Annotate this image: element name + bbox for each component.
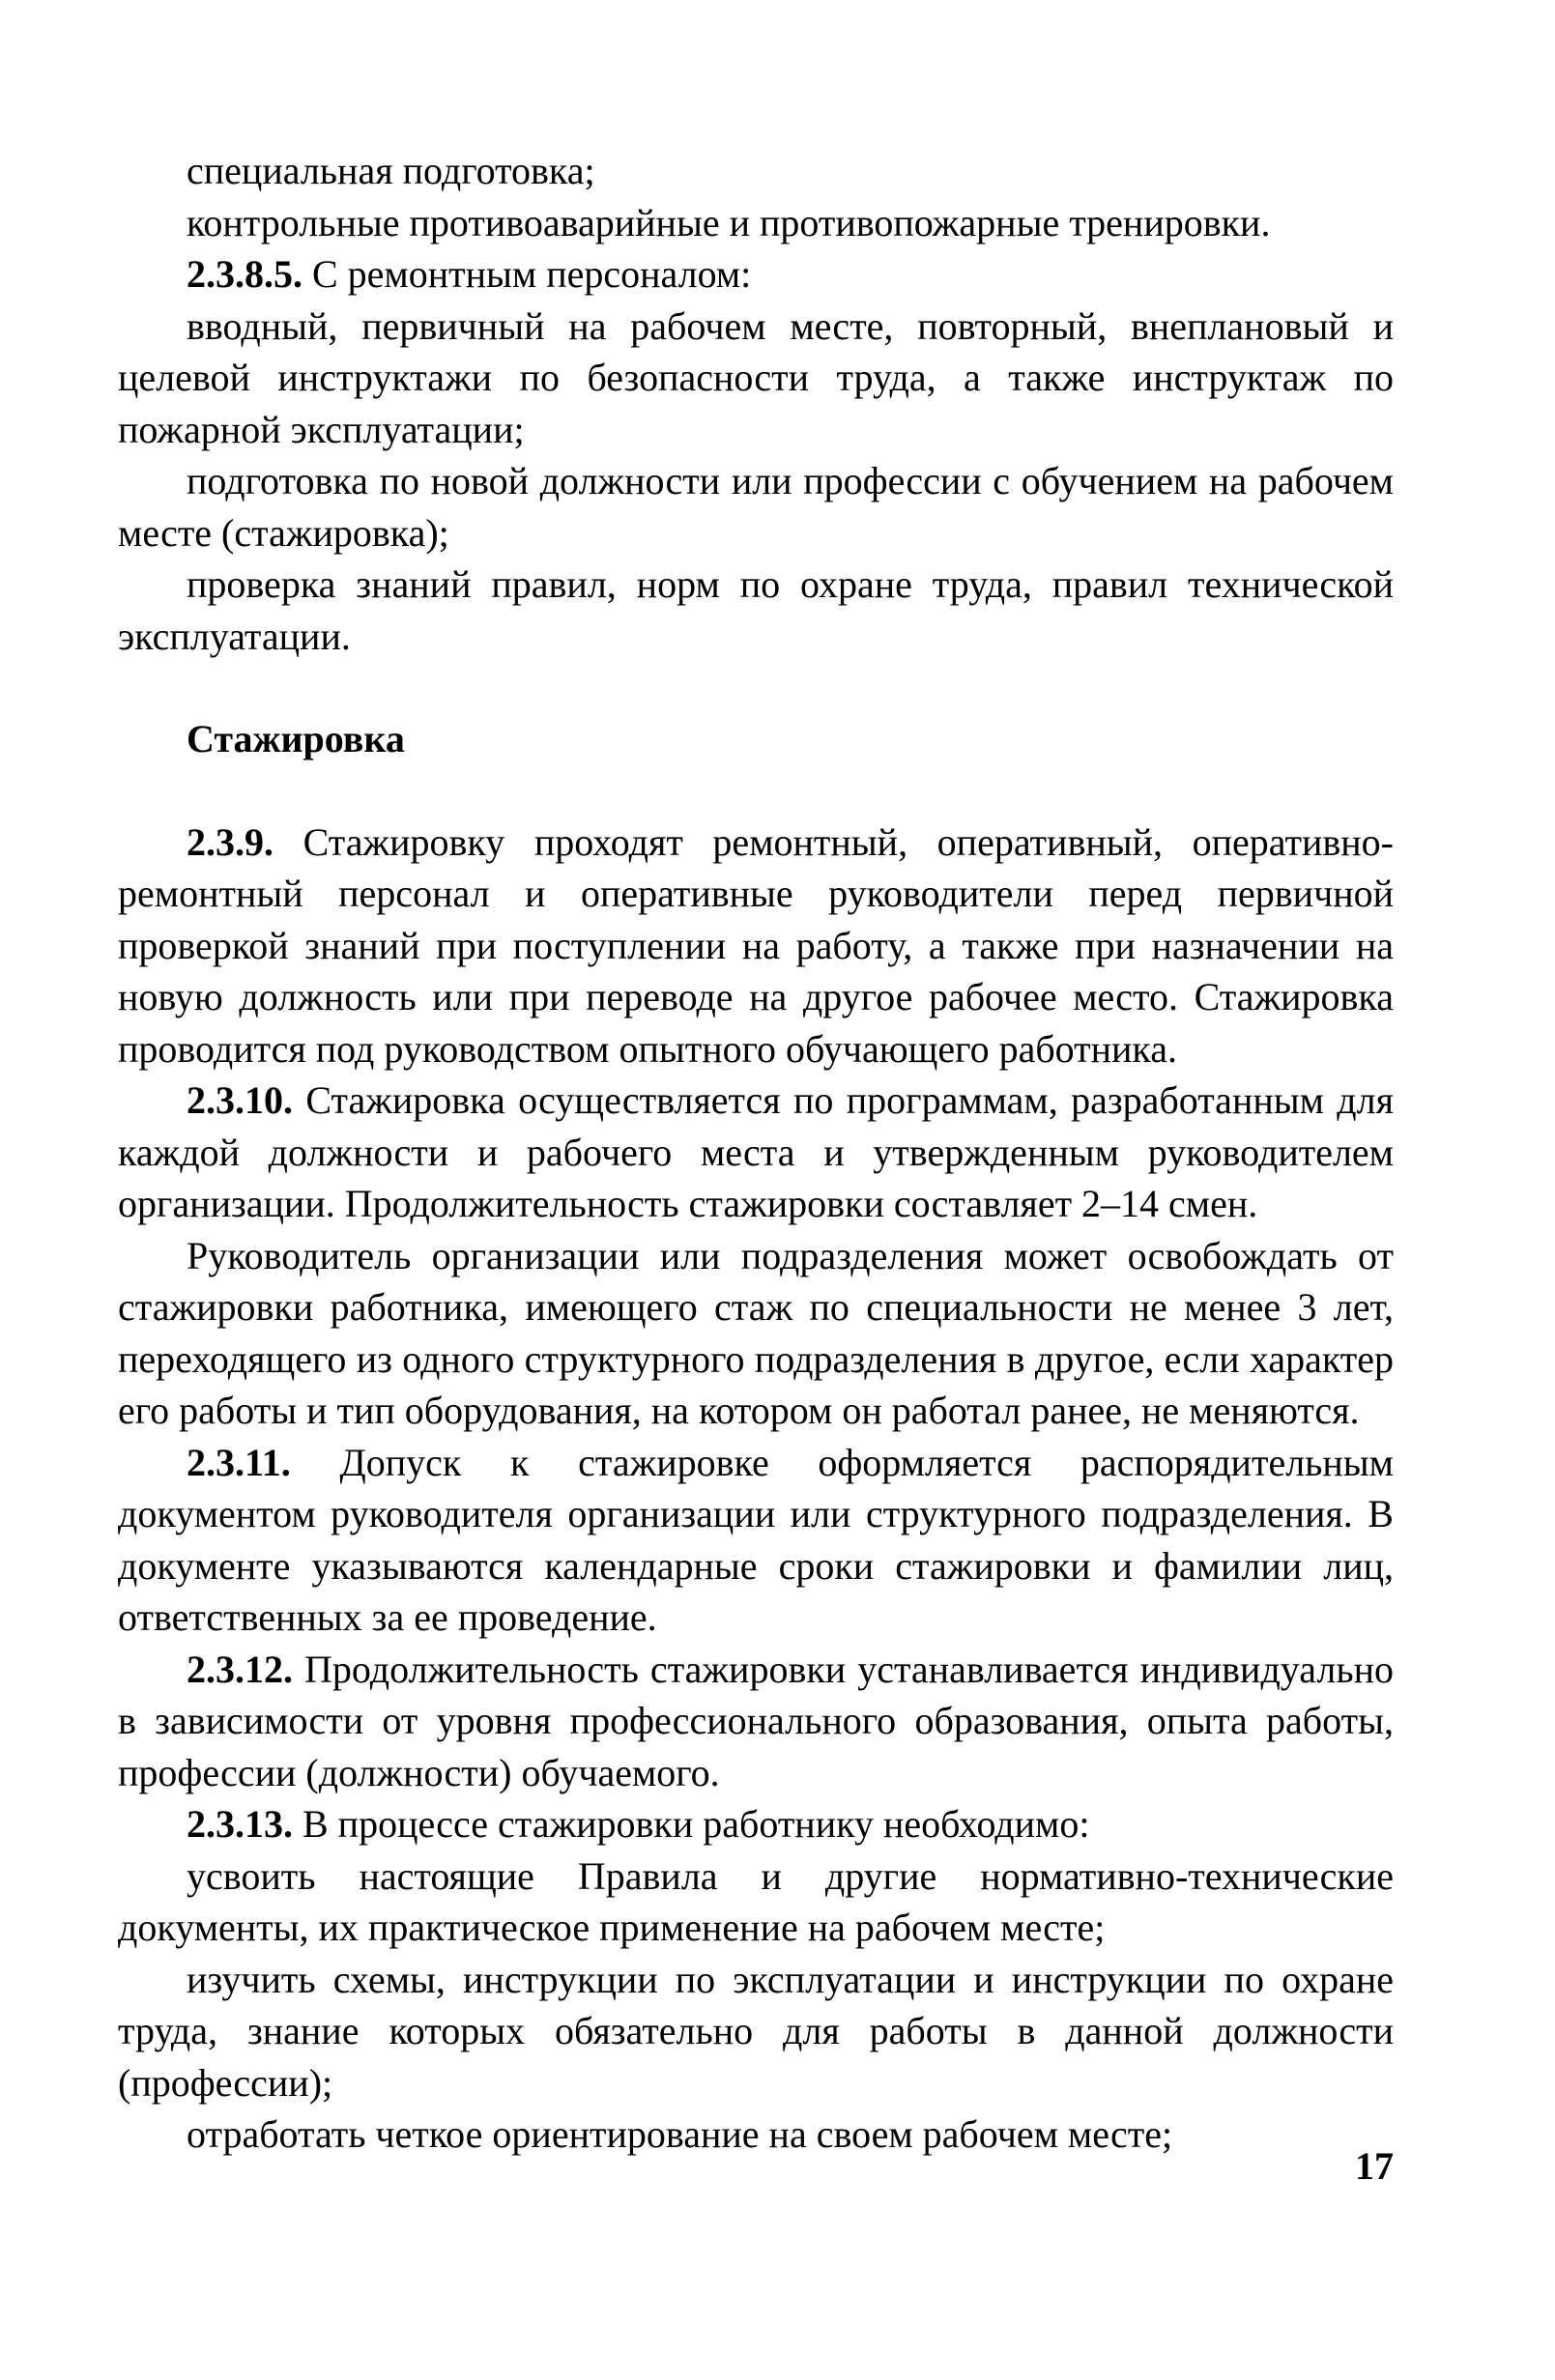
paragraph-text: отработать четкое ориентирование на своем рабочем месте;	[187, 2112, 1173, 2156]
paragraph	[118, 1437, 1394, 1644]
paragraph	[118, 2108, 1394, 2161]
section-heading: Стажировка	[187, 717, 405, 760]
paragraph-text: изучить схемы, инструкции по эксплуатации и инструкции по охране труда, знание которых обязательно для работы в данной должности (профессии);	[118, 1957, 1394, 2105]
paragraph	[118, 1075, 1394, 1230]
paragraph	[118, 1954, 1394, 2109]
paragraph-text: контрольные противоаварийные и противопожарные тренировки.	[187, 200, 1271, 244]
paragraph	[118, 455, 1394, 559]
paragraph	[118, 1798, 1394, 1850]
paragraph	[118, 1644, 1394, 1799]
paragraph-text: усвоить настоящие Правила и другие нормативно-технические документы, их практическое применение на рабочем месте;	[118, 1853, 1394, 1949]
paragraph-text: Стажировку проходят ремонтный, оперативный, оперативно-ремонтный персонал и оперативные руководители перед первичной проверкой знаний при поступлении на работу, а также при назначении на новую должность или при переводе на другое рабочее место. Стажировка проводится под руководством опытного обучающего работника.	[118, 819, 1394, 1071]
paragraph	[118, 197, 1394, 249]
paragraph	[118, 301, 1394, 456]
clause-number: 2.3.13.	[187, 1802, 293, 1846]
paragraph	[118, 1230, 1394, 1437]
paragraph-text: подготовка по новой должности или профессии с обучением на рабочем месте (стажировка);	[118, 459, 1394, 555]
paragraph	[118, 248, 1394, 301]
document-body	[118, 145, 1394, 2161]
paragraph-text: проверка знаний правил, норм по охране труда, правил технической эксплуатации.	[118, 562, 1394, 658]
spacer	[118, 765, 1394, 817]
paragraph-text: специальная подготовка;	[187, 149, 595, 192]
paragraph-text: вводный, первичный на рабочем месте, повторный, внеплановый и целевой инструктажи по безопасности труда, а также инструктаж по пожарной эксплуатации;	[118, 303, 1394, 451]
paragraph-text: В процессе стажировки работнику необходимо:	[293, 1802, 1090, 1846]
clause-number: 2.3.8.5.	[187, 252, 302, 296]
paragraph	[118, 817, 1394, 1075]
clause-number: 2.3.11.	[187, 1440, 291, 1484]
spacer	[118, 662, 1394, 713]
paragraph-text: Руководитель организации или подразделения может освобождать от стажировки работника, имеющего стаж по специальности не менее 3 лет, переходящего из одного структурного подразделения в другое, если характер его работы и тип оборудования, на котором он работал ранее, не меняются.	[118, 1233, 1394, 1432]
paragraph	[118, 145, 1394, 197]
clause-number: 2.3.10.	[187, 1078, 293, 1122]
clause-number: 2.3.9.	[187, 819, 274, 864]
paragraph-text: Продолжительность стажировки устанавливается индивидуально в зависимости от уровня профессионального образования, опыта работы, профессии (должности) обучаемого.	[118, 1647, 1394, 1794]
paragraph-text: Допуск к стажировке оформляется распорядительным документом руководителя организации или структурного подразделения. В документе указываются календарные сроки стажировки и фамилии лиц, ответственных за ее проведение.	[118, 1440, 1394, 1639]
paragraph-text: С ремонтным персоналом:	[302, 252, 752, 296]
paragraph	[118, 1850, 1394, 1954]
paragraph	[118, 559, 1394, 662]
clause-number: 2.3.12.	[187, 1647, 293, 1691]
paragraph-text: Стажировка осуществляется по программам, разработанным для каждой должности и рабочего места и утвержденным руководителем организации. Продолжительность стажировки составляет 2–14 смен.	[118, 1078, 1394, 1225]
page-number: 17	[1355, 2144, 1394, 2188]
